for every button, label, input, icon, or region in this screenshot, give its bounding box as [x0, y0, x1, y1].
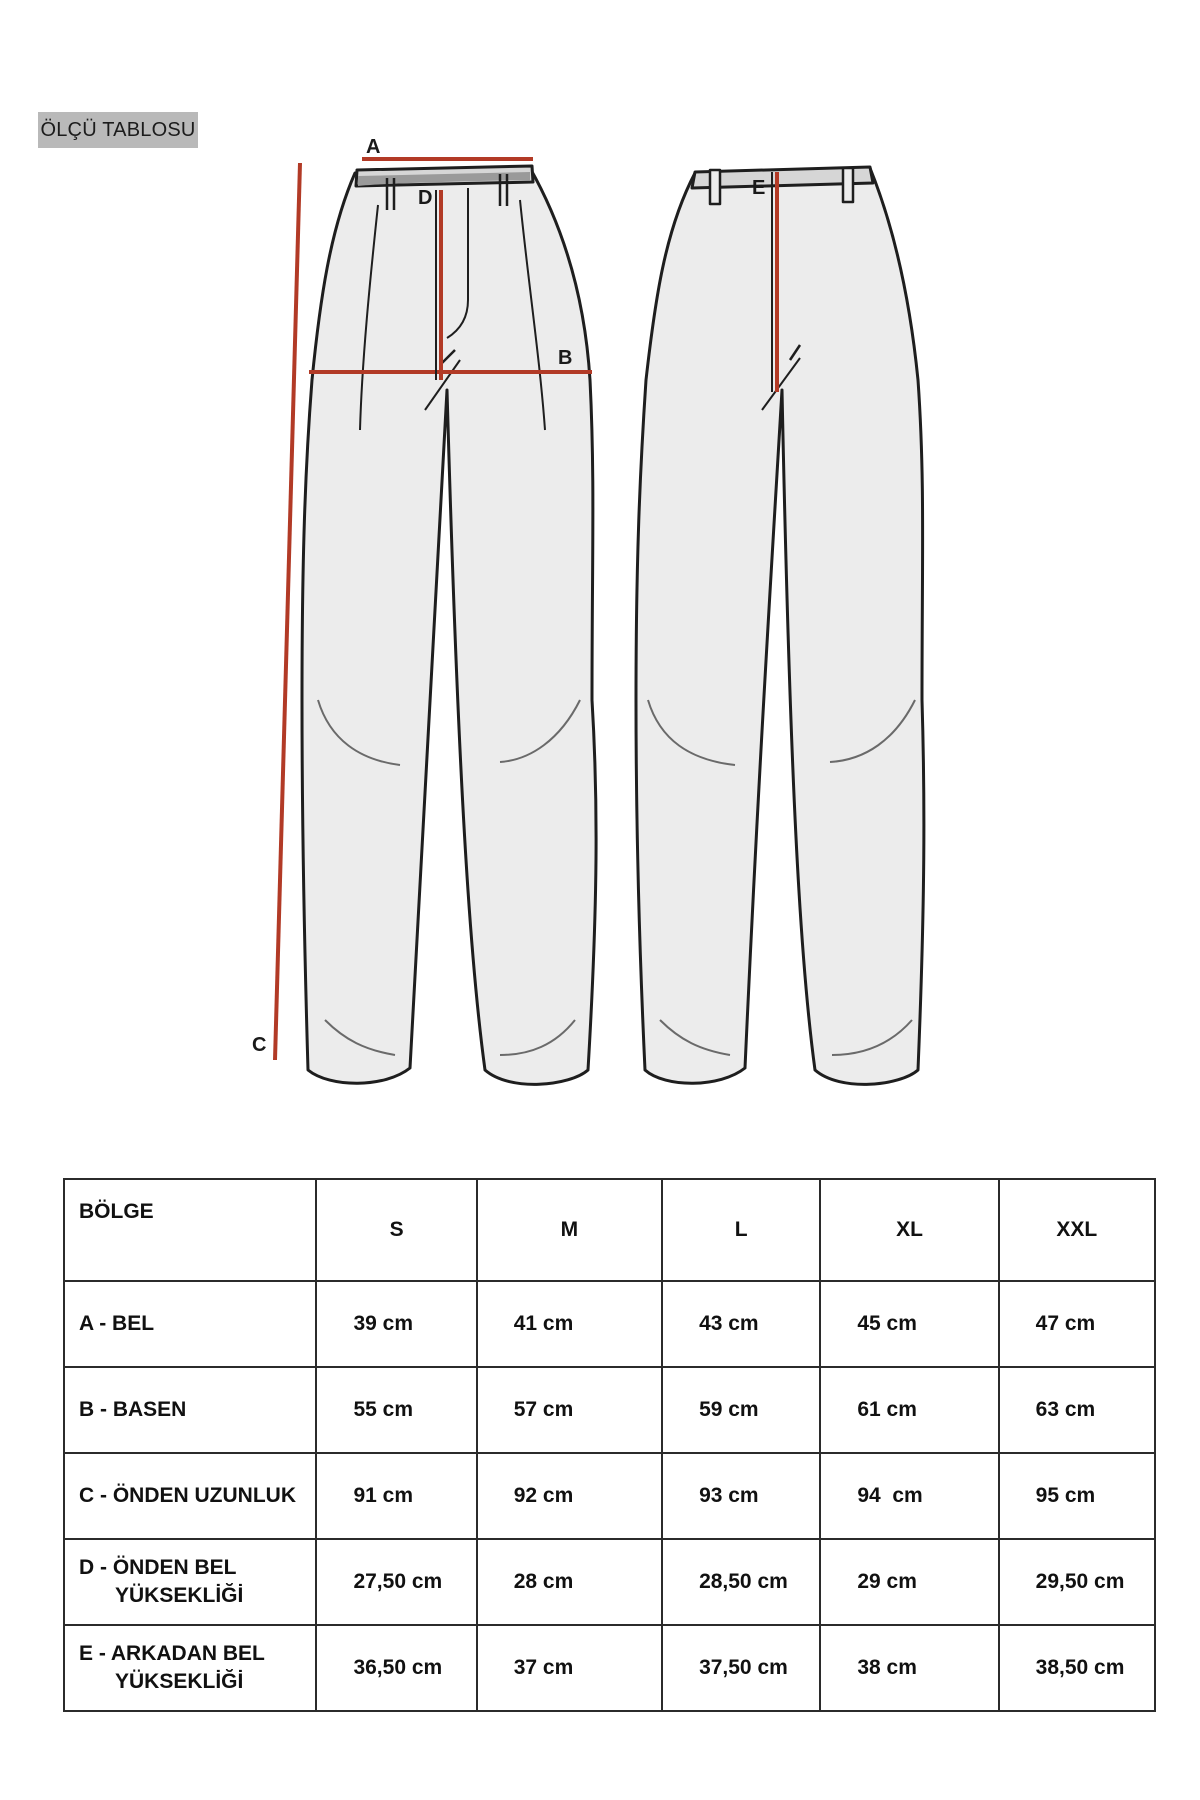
table-cell: 95 cm — [999, 1453, 1155, 1539]
header-size-l: L — [662, 1179, 820, 1281]
label-a: A — [366, 136, 381, 158]
front-trousers-illustration — [302, 166, 596, 1084]
header-size-m: M — [477, 1179, 662, 1281]
label-e: E — [752, 177, 766, 199]
table-row — [64, 1453, 1155, 1539]
table-cell: 63 cm — [999, 1367, 1155, 1453]
header-size-xl: XL — [820, 1179, 998, 1281]
table-cell: 57 cm — [477, 1367, 662, 1453]
row-label-line1: A - BEL — [79, 1312, 155, 1335]
row-label — [64, 1539, 316, 1625]
row-label — [64, 1625, 316, 1711]
table-cell: 37 cm — [477, 1625, 662, 1711]
table-cell: 61 cm — [820, 1367, 998, 1453]
table-cell: 45 cm — [820, 1281, 998, 1367]
row-label-line2: YÜKSEKLİĞİ — [115, 1670, 244, 1693]
page-title: ÖLÇÜ TABLOSU — [38, 112, 198, 148]
table-row — [64, 1367, 1155, 1453]
table-row — [64, 1625, 1155, 1711]
table-cell: 38 cm — [820, 1625, 998, 1711]
table-cell: 41 cm — [477, 1281, 662, 1367]
table-cell: 39 cm — [316, 1281, 476, 1367]
table-cell: 91 cm — [316, 1453, 476, 1539]
table-cell: 28 cm — [477, 1539, 662, 1625]
table-cell: 59 cm — [662, 1367, 820, 1453]
table-cell: 27,50 cm — [316, 1539, 476, 1625]
label-d: D — [418, 187, 433, 209]
header-size-xxl: XXL — [999, 1179, 1155, 1281]
table-cell: 92 cm — [477, 1453, 662, 1539]
header-region: BÖLGE — [64, 1179, 316, 1281]
size-chart-table — [63, 1178, 1156, 1712]
row-label — [64, 1453, 316, 1539]
table-cell: 94 cm — [820, 1453, 998, 1539]
table-cell: 93 cm — [662, 1453, 820, 1539]
row-label — [64, 1367, 316, 1453]
measure-line-c — [275, 163, 300, 1060]
row-label-line2: YÜKSEKLİĞİ — [115, 1584, 244, 1607]
table-cell: 28,50 cm — [662, 1539, 820, 1625]
table-row — [64, 1539, 1155, 1625]
row-label-line1: B - BASEN — [79, 1398, 187, 1421]
row-label — [64, 1281, 316, 1367]
table-header-row — [64, 1179, 1155, 1281]
label-b: B — [558, 347, 573, 369]
table-cell: 38,50 cm — [999, 1625, 1155, 1711]
table-row — [64, 1281, 1155, 1367]
row-label-line1: C - ÖNDEN UZUNLUK — [79, 1484, 296, 1507]
table-cell: 43 cm — [662, 1281, 820, 1367]
row-label-line1: E - ARKADAN BEL — [79, 1642, 265, 1665]
table-cell: 37,50 cm — [662, 1625, 820, 1711]
row-label-line1: D - ÖNDEN BEL — [79, 1556, 237, 1579]
label-c: C — [252, 1034, 267, 1056]
header-size-s: S — [316, 1179, 476, 1281]
table-cell: 36,50 cm — [316, 1625, 476, 1711]
table-cell: 29,50 cm — [999, 1539, 1155, 1625]
table-cell: 29 cm — [820, 1539, 998, 1625]
table-cell: 47 cm — [999, 1281, 1155, 1367]
back-trousers-illustration — [636, 167, 924, 1084]
table-cell: 55 cm — [316, 1367, 476, 1453]
